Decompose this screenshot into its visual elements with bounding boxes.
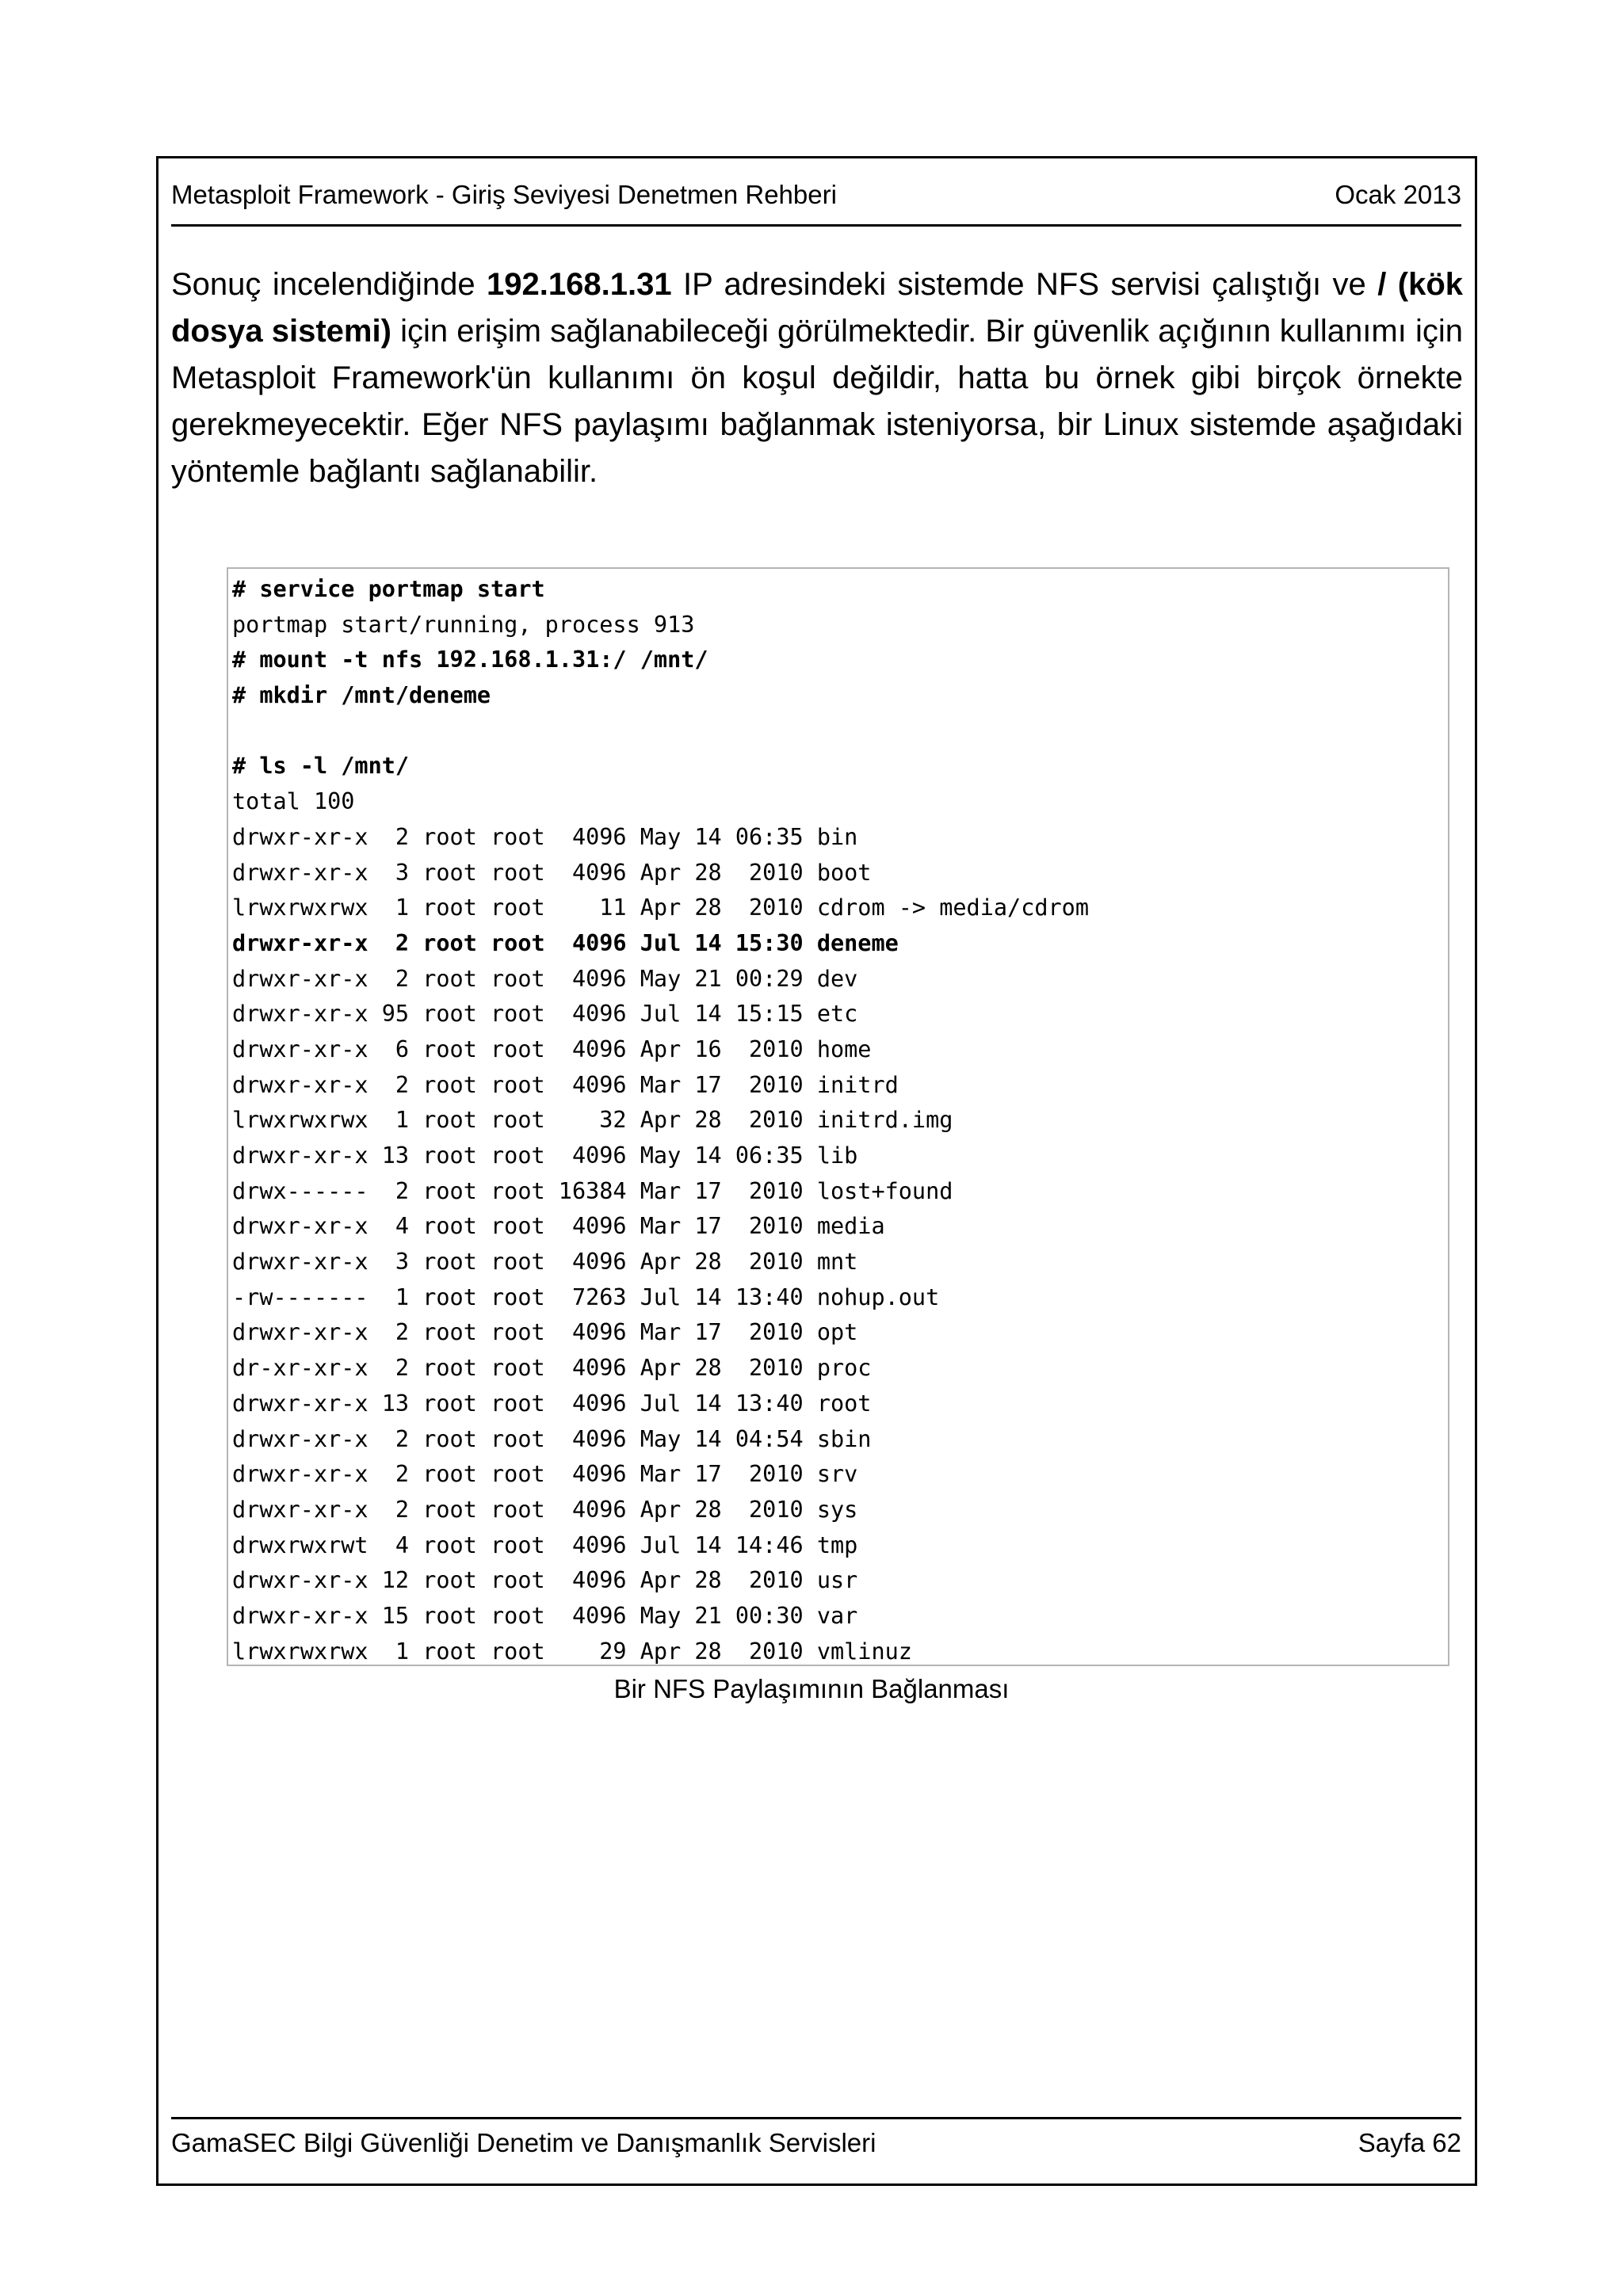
code-line: # service portmap start: [232, 576, 545, 602]
code-line: drwxr-xr-x 3 root root 4096 Apr 28 2010 boot: [232, 859, 872, 886]
code-line: [232, 714, 1444, 749]
code-line: drwxr-xr-x 2 root root 4096 May 14 06:35 bin: [232, 823, 858, 850]
header-title: Metasploit Framework - Giriş Seviyesi Denetmen Rehberi: [171, 180, 837, 209]
code-line: # mount -t nfs 192.168.1.31:/ /mnt/: [232, 646, 708, 673]
code-line: lrwxrwxrwx 1 root root 11 Apr 28 2010 cdrom -> media/cdrom: [232, 894, 1089, 921]
code-line: dr-xr-xr-x 2 root root 4096 Apr 28 2010 proc: [232, 1355, 872, 1382]
code-line: drwxr-xr-x 2 root root 4096 Jul 14 15:30 deneme: [232, 929, 899, 956]
intro-rest: için erişim sağlanabileceği görülmektedir. Bir güvenlik açığının kullanımı için Metasploit Framework'ün kullanımı ön koşul değildir, hatta bu örnek gibi birçok örnekte gerekmeyecektir. Eğer NFS paylaşımı bağlanmak isteniyorsa, bir Linux sistemde aşağıdaki yöntemle bağlantı sağlanabilir.: [171, 314, 1463, 489]
code-line: drwxr-xr-x 2 root root 4096 May 21 00:29 dev: [232, 965, 858, 992]
code-line: drwxr-xr-x 2 root root 4096 Mar 17 2010 initrd: [232, 1071, 899, 1098]
code-line: drwxr-xr-x 95 root root 4096 Jul 14 15:15 etc: [232, 1001, 858, 1028]
figure-caption: Bir NFS Paylaşımının Bağlanması: [613, 1674, 1010, 1703]
code-line: drwxr-xr-x 2 root root 4096 Mar 17 2010 srv: [232, 1461, 858, 1488]
code-line: drwxr-xr-x 12 root root 4096 Apr 28 2010 usr: [232, 1567, 858, 1594]
code-line: # ls -l /mnt/: [232, 753, 410, 780]
footer-company: GamaSEC Bilgi Güvenliği Denetim ve Danışmanlık Servisleri: [171, 2128, 876, 2157]
code-line: drwxr-xr-x 3 root root 4096 Apr 28 2010 mnt: [232, 1249, 858, 1276]
code-line: drwxr-xr-x 15 root root 4096 May 21 00:30 var: [232, 1602, 858, 1629]
code-line: drwxr-xr-x 4 root root 4096 Mar 17 2010 media: [232, 1213, 885, 1240]
code-line: drwxr-xr-x 6 root root 4096 Apr 16 2010 home: [232, 1035, 872, 1062]
code-line: drwxr-xr-x 13 root root 4096 May 14 06:35 lib: [232, 1142, 858, 1169]
code-line: drwxr-xr-x 2 root root 4096 Apr 28 2010 sys: [232, 1496, 858, 1523]
code-line: lrwxrwxrwx 1 root root 29 Apr 28 2010 vmlinuz: [232, 1638, 912, 1665]
page-header: [171, 179, 1461, 227]
footer-page-number: Sayfa 62: [1358, 2128, 1461, 2157]
ip-address: 192.168.1.31: [487, 267, 672, 302]
code-line: drwxr-xr-x 2 root root 4096 May 14 04:54 sbin: [232, 1425, 872, 1452]
code-line: lrwxrwxrwx 1 root root 32 Apr 28 2010 initrd.img: [232, 1107, 953, 1134]
code-line: -rw------- 1 root root 7263 Jul 14 13:40 nohup.out: [232, 1283, 940, 1310]
root-filesystem: / (kök dosya sistemi): [171, 267, 1463, 349]
intro-prefix: Sonuç incelendiğinde: [171, 267, 487, 302]
code-line: drwxr-xr-x 2 root root 4096 Mar 17 2010 opt: [232, 1319, 858, 1346]
page-footer: [171, 2117, 1461, 2157]
code-line: portmap start/running, process 913: [232, 611, 695, 638]
code-line: drwx------ 2 root root 16384 Mar 17 2010 lost+found: [232, 1177, 953, 1204]
code-line: # mkdir /mnt/deneme: [232, 682, 491, 709]
intro-mid: IP adresindeki sistemde NFS servisi çalıştığı ve: [671, 267, 1378, 302]
body-paragraph: [171, 261, 1463, 495]
terminal-output: [227, 567, 1449, 1666]
code-line: drwxr-xr-x 13 root root 4096 Jul 14 13:40 root: [232, 1390, 872, 1417]
code-line: total 100: [232, 788, 355, 815]
code-line: drwxrwxrwt 4 root root 4096 Jul 14 14:46 tmp: [232, 1531, 858, 1558]
header-date: Ocak 2013: [1335, 180, 1461, 209]
